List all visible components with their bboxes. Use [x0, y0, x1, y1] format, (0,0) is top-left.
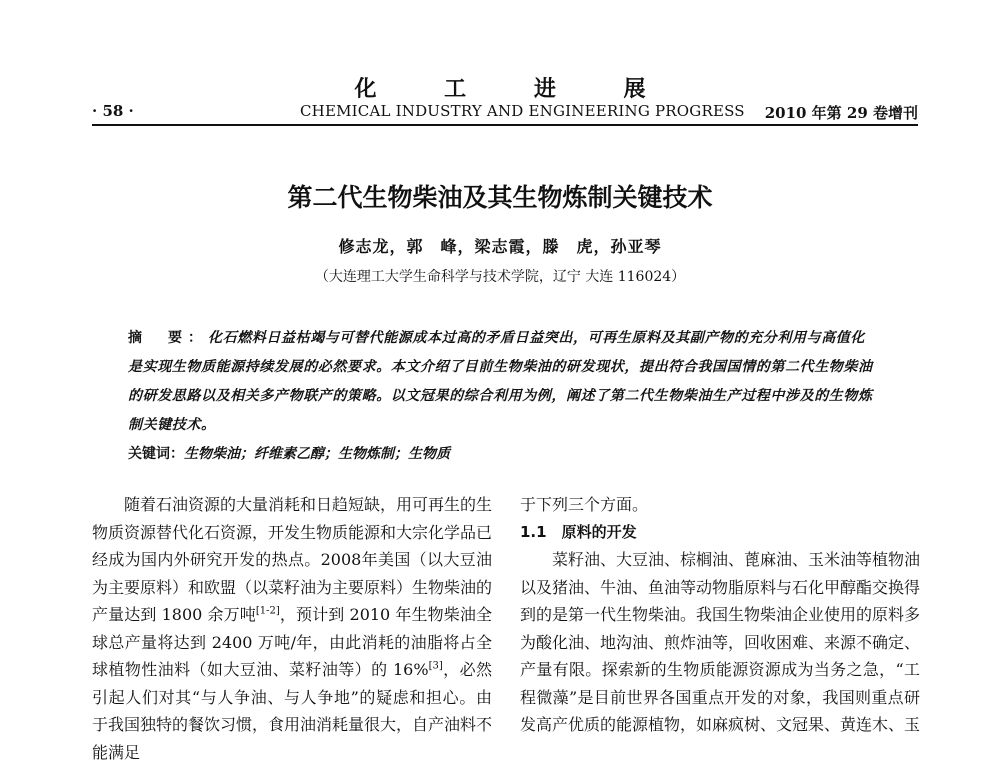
- body-paragraph: 菜籽油、大豆油、棕榈油、蓖麻油、玉米油等植物油以及猪油、牛油、鱼油等动物脂原料与石化甲醇酯交换得到的是第一代生物柴油。我国生物柴油企业使用的原料多为酸化油、地沟油、煎炸油等，回收困难、来源不确定、产量有限。探索新的生物质能源资源成为当务之急，“工程微藻”是目前世界各国重点开发的对象，我国则重点研发高产优质的能源植物，如麻疯树、文冠果、黄连木、玉: [520, 550, 921, 734]
- keywords-text: 生物柴油；纤维素乙醇；生物炼制；生物质: [184, 446, 450, 462]
- section-heading: 1.1 原料的开发: [520, 522, 637, 541]
- article-title: 第二代生物柴油及其生物炼制关键技术: [287, 183, 713, 212]
- author-list: 修志龙，郭 峰，梁志霞，滕 虎，孙亚琴: [338, 237, 662, 256]
- journal-name-english: CHEMICAL INDUSTRY AND ENGINEERING PROGRESS: [300, 102, 745, 120]
- body-text: ，必然引起人们对其“与人争油、与人争地”的疑虑和担心。由于我国独特的餐饮习惯，食用油消耗量很大，自产油料不能满足: [92, 660, 493, 762]
- body-paragraph-continued: 于下列三个方面。: [520, 495, 649, 514]
- running-header: [92, 100, 918, 126]
- page-number: · 58 ·: [92, 102, 134, 120]
- body-paragraph: [92, 491, 492, 766]
- body-column-right: [520, 491, 920, 739]
- keywords: [128, 440, 874, 469]
- issue-info: 2010 年第 29 卷增刊: [764, 104, 918, 122]
- body-text: ，预计到 2010 年生物柴油全球总产量将达到 2400 万吨/年，由此消耗的油脂将占全球植物性油料（如大豆油、菜籽油等）的 16%: [92, 605, 492, 679]
- abstract-label: 摘 要：: [128, 330, 208, 346]
- citation: [1-2]: [255, 605, 280, 617]
- abstract-text: 化石燃料日益枯竭与可替代能源成本过高的矛盾日益突出，可再生原料及其副产物的充分利用与高值化是实现生物质能源持续发展的必然要求。本文介绍了目前生物柴油的研发现状，提出符合我国国情的第二代生物柴油的研发思路以及相关多产物联产的策略。以文冠果的综合利用为例，阐述了第二代生物柴油生产过程中涉及的生物炼制关键技术。: [128, 330, 873, 433]
- body-text: 随着石油资源的大量消耗和日趋短缺，用可再生的生物质资源替代化石资源，开发生物质能源和大宗化学品已经成为国内外研究开发的热点。2008年美国（以大豆油为主要原料）和欧盟（以菜籽油为主要原料）生物柴油的产量达到 1800 余万吨: [92, 495, 493, 624]
- affiliation: （大连理工大学生命科学与技术学院，辽宁 大连 116024）: [314, 269, 686, 285]
- citation: [3]: [428, 660, 443, 672]
- keywords-label: 关键词：: [128, 446, 184, 462]
- abstract: [128, 324, 874, 440]
- body-column-left: [92, 491, 492, 766]
- journal-name-chinese: 化 工 进 展: [354, 76, 676, 102]
